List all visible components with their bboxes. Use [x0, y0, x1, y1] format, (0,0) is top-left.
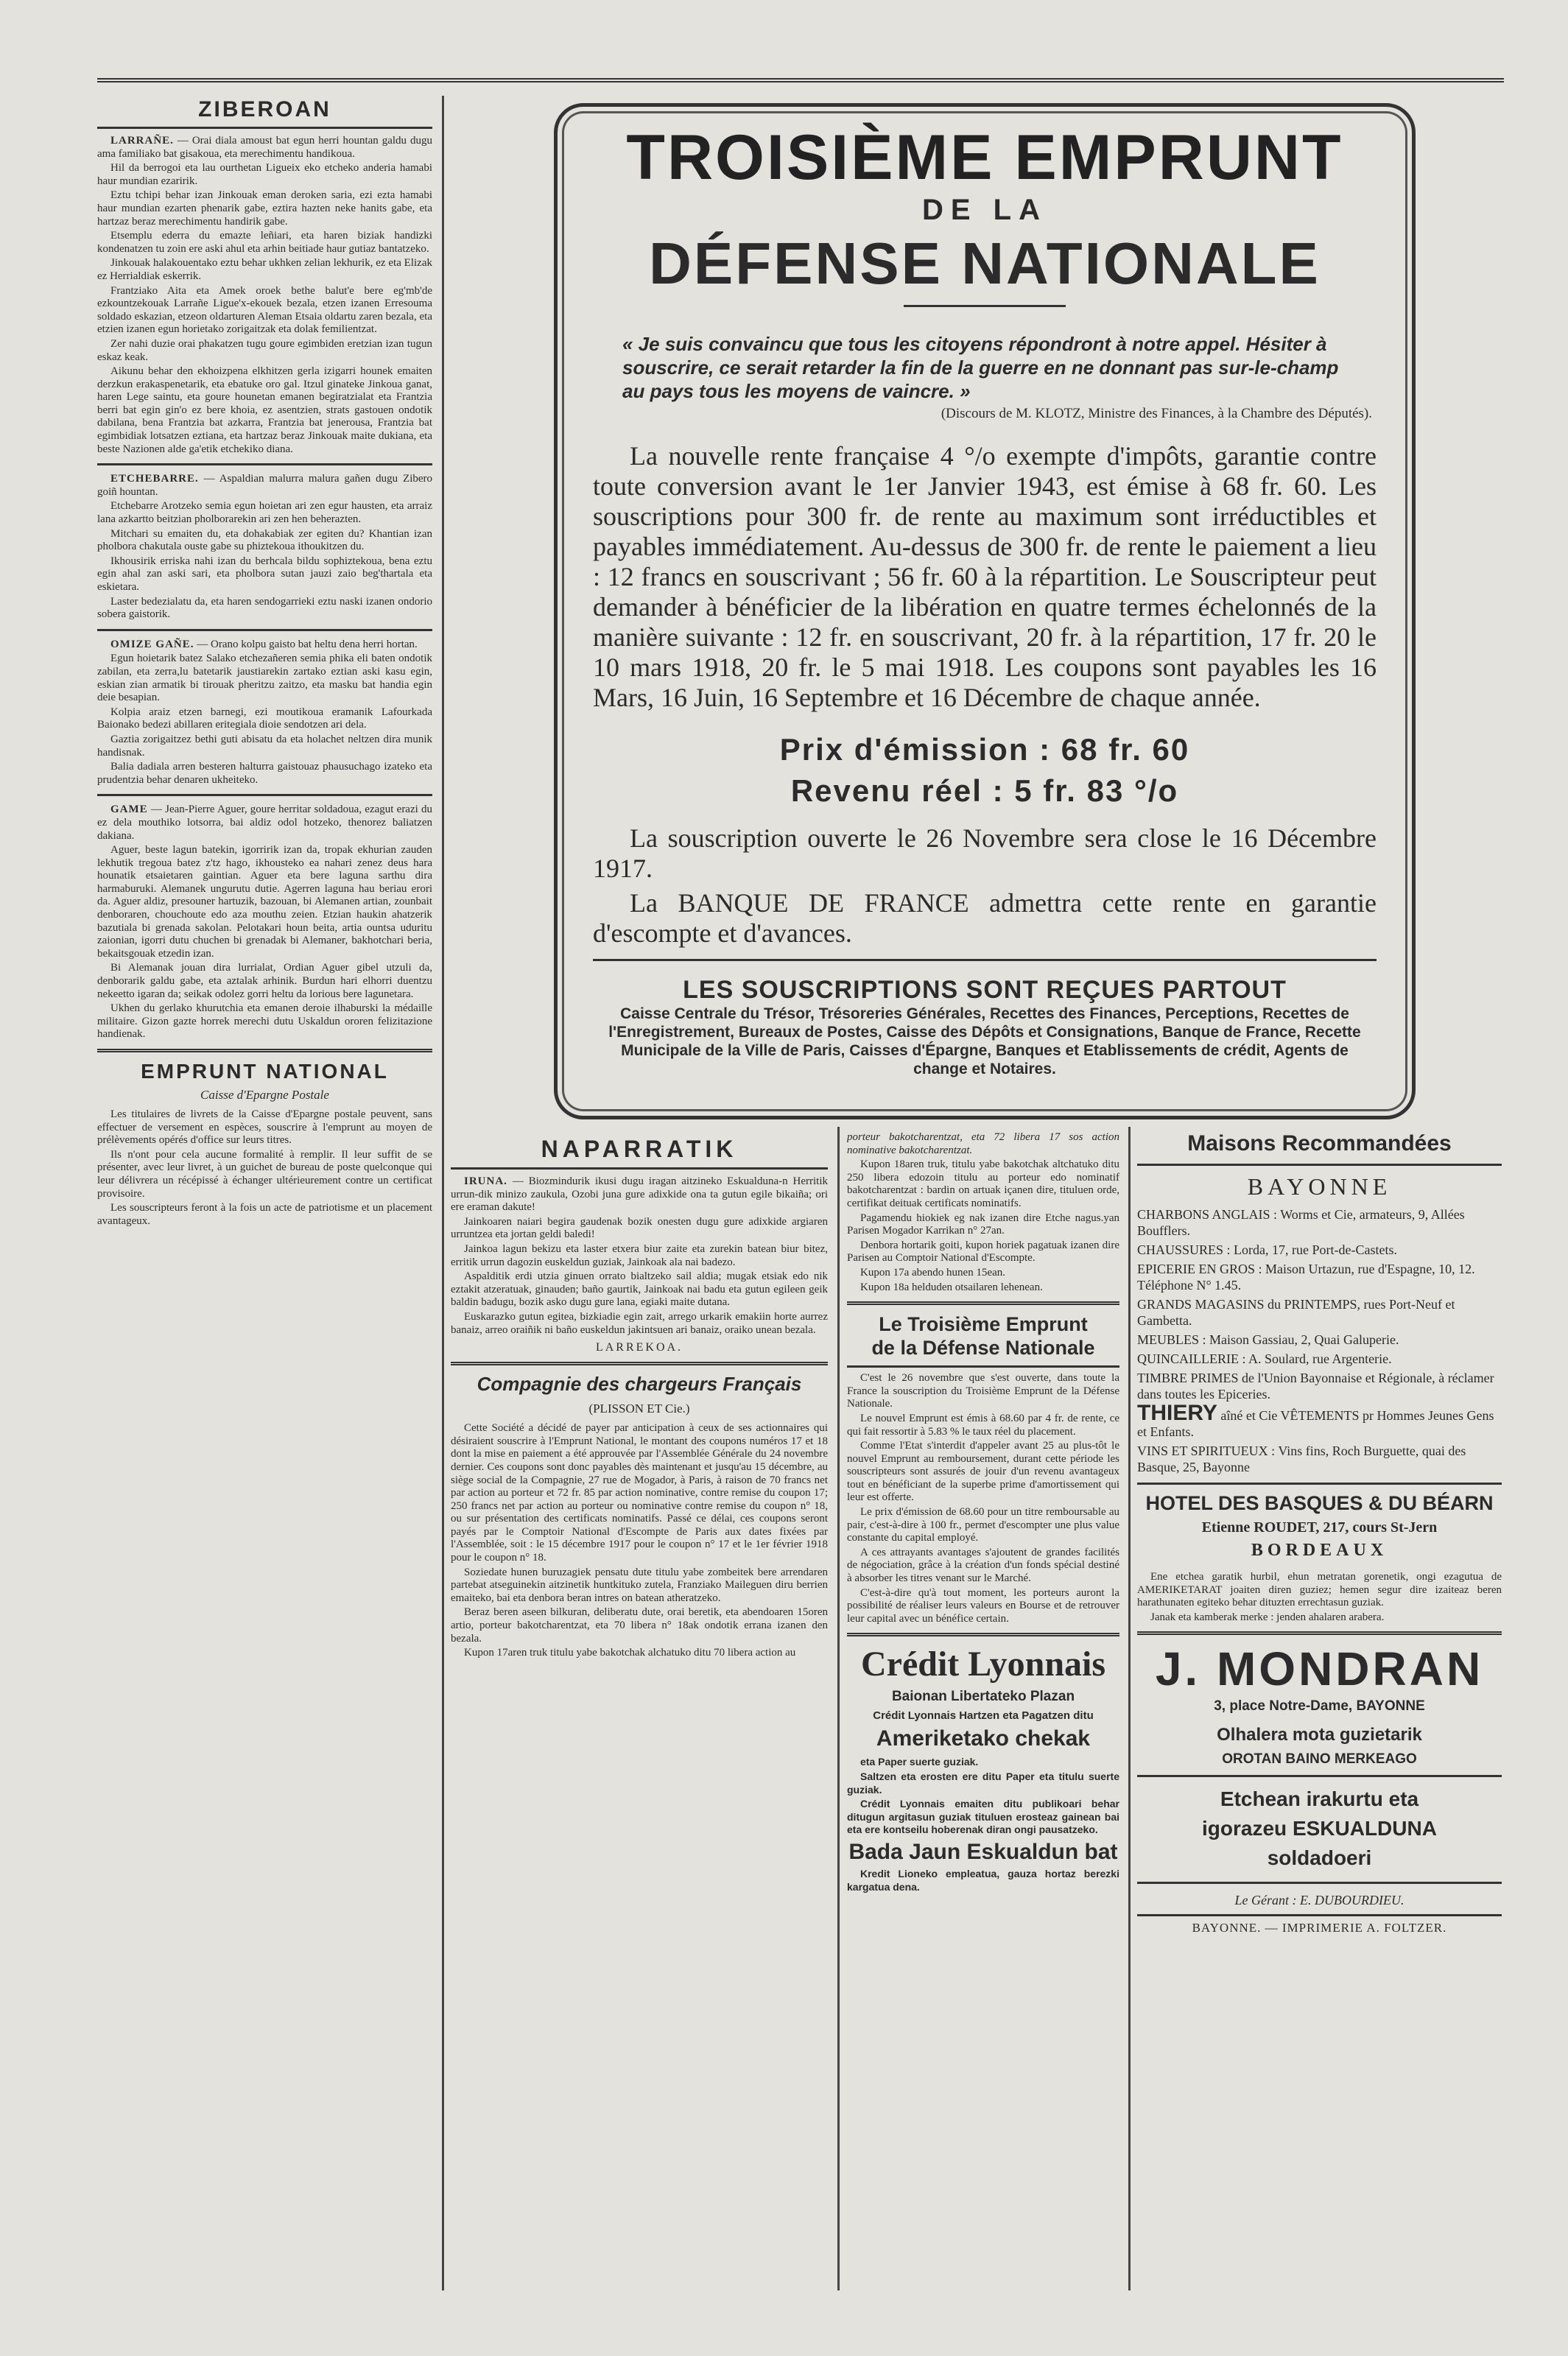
- article-paragraph: Mitchari su emaiten du, eta dohakabiak zer egiten du? Khantian izan pholbora chakutala ouste gabe su phiztekoua ithoukitzen du.: [97, 527, 432, 553]
- article-paragraph: Cette Société a décidé de payer par anticipation à ceux de ses actionnaires qui désiraient souscrire à l'Emprunt National, le montant des coupons numéros 17 et 18 dont la mise en paiement a été approuvée par l'Assemblée Générale du 24 novembre dernier. Ces coupons sont donc payables dès maintenant et jusqu'au 15 décembre, au siège social de la Compagnie, 27 rue de Mogador, à Paris, à raison de 70 francs net par action au porteur et 72 fr. 85 par action nominative, contre remise du coupon 17; 250 francs net par action au porteur ou nominative contre remise du coupon n° 18, ou sur présentation des certificats nominatifs. Passé ce délai, ces coupons seront payés par le Comptoir National d'Escompte de Paris aux dates fixées par l'Assemblée, soit : le 15 décembre 1917 pour le coupon n° 17 et le 1er février 1918 pour le coupon n° 18.: [451, 1422, 828, 1564]
- article-paragraph: Janak eta kamberak merke : jenden ahalaren arabera.: [1150, 1611, 1385, 1623]
- column-maisons: [1137, 1131, 1502, 2295]
- article-paragraph: Kolpia araiz etzen barnegi, ezi moutikoua eramanik Lafourkada Baionako bedezi abillaren eritegiala dioie sendotzen ari dela.: [97, 706, 432, 731]
- article-signature: LARREKOA.: [595, 1341, 683, 1354]
- credit-lyonnais-address: Baionan Libertateko Plazan: [891, 1689, 1075, 1705]
- article-paragraph: Etsemplu ederra du emazte leñiari, eta haren biziak handizki kondenatzen tu zoin ere aski ahul eta arhin beitiade haur gutiaz bantatzeko.: [97, 230, 432, 255]
- credit-lyonnais-jaun: Bada Jaun Eskualdun bat: [848, 1839, 1118, 1864]
- article-paragraph: Le prix d'émission de 68.60 pour un titre remboursable au pair, c'est-à-dire à 100 fr., permet d'escompter une plus value constante du capital employé.: [847, 1506, 1119, 1544]
- ad-bank-note: La BANQUE DE FRANCE admettra cette rente en garantie d'escompte et d'avances.: [593, 888, 1377, 949]
- article-paragraph: LARRAÑE. — Orai diala amoust bat egun herri hountan galdu dugu ama familiako bat gisakoua, eta merechimentu handikoua.: [97, 135, 432, 160]
- article-paragraph: Saltzen eta erosten ere ditu Paper eta titulu suerte guziak.: [847, 1770, 1119, 1796]
- ad-closing-date: La souscription ouverte le 26 Novembre sera close le 16 Décembre 1917.: [593, 823, 1377, 884]
- article-paragraph: Crédit Lyonnais emaiten ditu publikoari behar ditugun argitasun guziak tituluen erosteaz gainean bai eta ere kontseilu hoberenak diran ongi pausatzeko.: [847, 1798, 1119, 1836]
- credit-lyonnais-cheques: Ameriketako chekak: [876, 1726, 1091, 1751]
- etchean-line-3: soldadoeri: [1267, 1846, 1372, 1870]
- credit-lyonnais-line: Crédit Lyonnais Hartzen eta Pagatzen ditu: [873, 1709, 1094, 1723]
- maisons-city: BAYONNE: [1247, 1173, 1392, 1200]
- column-ziberoan: [97, 96, 432, 2298]
- article-paragraph: Kredit Lioneko empleatua, gauza hortaz berezki kargatua dena.: [847, 1867, 1119, 1893]
- article-paragraph: Frantziako Aita eta Amek oroek bethe balut'e bere eg'mb'de ezkountzekouak Larrañe Ligue'x-ekouek bezala, etzen izanen Erresouma soldado eskazian, etzeon oldarturen Aleman Etsaia oldartu zaren bezala, eta etzien izanen egun horietako zorigaitzak eta dolak femilientzat.: [97, 284, 432, 336]
- newspaper-page: [97, 71, 1504, 2324]
- article-paragraph: Comme l'Etat s'interdit d'appeler avant 25 au plus-tôt le nouvel Emprunt au remboursement, durant cette période les souscripteurs sont assurés de jouir d'un revenu avantageux tout en bénéficiant de la superbe prime d'amortissement qui leur est offerte.: [847, 1440, 1119, 1504]
- ad-title: TROISIÈME EMPRUNT: [626, 122, 1343, 193]
- article-paragraph: Pagamendu hiokiek eg nak izanen dire Etche nagus.yan Parisen Mogador Karrikan n° 27an.: [847, 1212, 1119, 1237]
- article-paragraph: ETCHEBARRE. — Aspaldian malurra malura gañen dugu Zibero goiñ hountan.: [97, 473, 432, 498]
- hotel-owner: Etienne ROUDET, 217, cours St-Jern: [1201, 1519, 1438, 1536]
- etchean-line-2: igorazeu ESKUALDUNA: [1202, 1817, 1437, 1840]
- maison-entry-thiery: THIERY aîné et Cie VÊTEMENTS pr Hommes Jeunes Gens et Enfants.: [1137, 1401, 1494, 1439]
- divider: [97, 127, 432, 129]
- divider: [97, 629, 432, 631]
- article-paragraph: Jainkoaren naiari begira gaudenak bozik onesten dugu gure adixkide argiaren urruntzea eta jortan geldi baledi!: [451, 1215, 828, 1241]
- section-title-emprunt-national: EMPRUNT NATIONAL: [141, 1060, 389, 1083]
- divider: [1137, 1483, 1502, 1485]
- credit-lyonnais-title: Crédit Lyonnais: [860, 1645, 1106, 1684]
- article-paragraph: Kupon 18aren truk, titulu yabe bakotchak altchatuko ditu 250 libera edozoin titulu au porteur edo nominatif bakotcharentzat : bardin on artuak içanen dire, tituluen orde, certifikat deituak certificats nominatifs.: [847, 1158, 1119, 1209]
- emprunt-advertisement: [554, 103, 1416, 1119]
- double-divider: [451, 1362, 828, 1365]
- article-paragraph: Ene etchea garatik hurbil, ehun metratan gorenetik, ongi ezagutua de AMERIKETARAT joaiten diren guziez; hemen segur dire izaiteaz beren harathunaten egiteko behar dituzten errechtasun guziak.: [1137, 1571, 1502, 1609]
- column-rule: [837, 1127, 840, 2290]
- article-paragraph: A ces attrayants avantages s'ajoutent de grandes facilités de négociation, grâce à la création d'un fonds spécial destiné à absorber les titres venant sur le Marché.: [847, 1546, 1119, 1585]
- article-paragraph: Laster bedezialatu da, eta haren sendogarrieki eztu naski izanen ondorio sobera gaistorik.: [97, 595, 432, 621]
- imprimerie-line: BAYONNE. — IMPRIMERIE A. FOLTZER.: [1192, 1921, 1447, 1935]
- article-paragraph: Beraz beren aseen bilkuran, deliberatu dute, orai beretik, eta abendoaren 15oren artio, porteur bakotcharentzat, eta 70 libera n° 18ak ondotik errana izanen den bezala.: [451, 1606, 828, 1645]
- mondran-line-2: OROTAN BAINO MERKEAGO: [1222, 1751, 1417, 1768]
- gerant-line: Le Gérant : E. DUBOURDIEU.: [1234, 1893, 1404, 1908]
- ad-quote-source: (Discours de M. KLOTZ, Ministre des Finances, à la Chambre des Députés).: [941, 406, 1372, 422]
- hotel-city: BORDEAUX: [1251, 1541, 1388, 1560]
- etchean-line-1: Etchean irakurtu eta: [1220, 1787, 1419, 1811]
- section-title-naparratik: NAPARRATIK: [541, 1136, 738, 1162]
- section-subtitle: Caisse d'Epargne Postale: [200, 1088, 329, 1102]
- divider: [451, 1167, 828, 1170]
- article-paragraph: C'est-à-dire qu'à tout moment, les porteurs auront la possibilité de réaliser leurs valeurs en Bourse et de retrouver leur capital avec un bénéfice certain.: [847, 1586, 1119, 1625]
- article-paragraph: Ikhousirik erriska nahi izan du berhcala bildu sophiztekoua, bena eztu egin ahal zan aski sari, eta pholbora sutan jauzi zaio beg'thartala eta eskietara.: [97, 555, 432, 593]
- divider: [1137, 1164, 1502, 1166]
- article-paragraph: Etchebarre Arotzeko semia egun hoietan ari zen egur hausten, eta arraiz lana azkartto beitzian pholborarekin ari zen hen beherazten.: [97, 500, 432, 526]
- article-paragraph: Ils n'ont pour cela aucune formalité à remplir. Il leur suffit de se présenter, avec leur livret, à un guichet de bureau de poste quelconque qui leur délivrera un récépissé à échanger ultérieurement contre un certificat provisoire.: [97, 1148, 432, 1200]
- double-divider: [97, 1049, 432, 1052]
- mondran-title: J. MONDRAN: [1155, 1642, 1484, 1696]
- article-paragraph: Jainkoa lagun bekizu eta laster etxera biur zaite eta zurekin batean biur bitez, erritik urrun dagozin euskeldun guziak, Jainkoak ala nai badezo.: [451, 1242, 828, 1268]
- maisons-title: Maisons Recommandées: [1187, 1131, 1452, 1156]
- article-paragraph: C'est le 26 novembre que s'est ouverte, dans toute la France la souscription du Troisième Emprunt de la Défense Nationale.: [847, 1372, 1119, 1410]
- article-paragraph: Kupon 18a helduden otsailaren lehenean.: [860, 1281, 1043, 1293]
- ad-title-2: DÉFENSE NATIONALE: [649, 231, 1321, 297]
- article-paragraph: Eztu tchipi behar izan Jinkouak eman deroken saria, ezi ezta hamabi haur mundian ezarten phenarik gabe, eztira hazten neke hanits gabe, eta hartzaz beraz merechimentu handirik gabe.: [97, 189, 432, 228]
- article-paragraph: Aspalditik erdi utzia ginuen orrato bialtzeko sail aldia; mugak etsiak edo nik eztakit atzeratuak, ginauden; baño gaurtik, Jainkoak nai badu eta gutun egileen geik baldin badugu, bozik asko dugu gure lana, egiaki maite dutana.: [451, 1270, 828, 1309]
- maison-entry: QUINCAILLERIE : A. Soulard, rue Argenterie.: [1137, 1351, 1392, 1366]
- article-paragraph: Egun hoietarik batez Salako etchezañeren semia phika eli baten ondotik zabilan, eta zerra,lu batetarik jaustiarekin zartako eztian aski kasu egin, eskian zian armatik bi tirouak pheritzu zaitzo, eta masku bat handia egin deie besapian.: [97, 653, 432, 704]
- column-naparratik: [451, 1131, 828, 2295]
- maison-entry: EPICERIE EN GROS : Maison Urtazun, rue d'Espagne, 10, 12. Téléphone N° 1.45.: [1137, 1262, 1475, 1293]
- ad-subscription-places: Caisse Centrale du Trésor, Trésoreries Générales, Recettes des Finances, Perceptions, Recettes de l'Enregistrement, Bureaux de Postes, Caisse des Dépôts et Consignations, Banque de France, Recette Municipale de la Ville de Paris, Caisses d'Épargne, Banques et Etablissements de crédit, Agents de change et Notaires.: [608, 1005, 1361, 1078]
- article-paragraph: Balia dadiala arren besteren halturra gaistouaz phausuchago izateko eta prudentzia behar denaren ukheiteko.: [97, 761, 432, 786]
- mondran-address: 3, place Notre-Dame, BAYONNE: [1214, 1698, 1425, 1715]
- article-paragraph: Denbora hortarik goiti, kupon horiek pagatuak izanen dire Parisen au Comptoir National d'Escompte.: [847, 1239, 1119, 1265]
- section-title-troisieme-2: de la Défense Nationale: [871, 1337, 1095, 1360]
- article-paragraph: Soziedate hunen buruzagiek pensatu dute titulu yabe zombeitek bere arrendaren partebat atseguinekin aitzinetik huntkituko zutela, Franziako Maileguen diru berrien emaiteko, bai eta denbora beran intres on batean atheratzeko.: [451, 1566, 828, 1604]
- ad-title-connector: DE LA: [922, 194, 1047, 227]
- article-paragraph: Kupon 17a abendo hunen 15ean.: [860, 1266, 1006, 1279]
- maison-entry: VINS ET SPIRITUEUX : Vins fins, Roch Burguette, quai des Basque, 25, Bayonne: [1137, 1444, 1466, 1474]
- article-paragraph: porteur bakotcharentzat, eta 72 libera 17 sos action nominative bakotcharentzat.: [847, 1131, 1119, 1156]
- article-paragraph: OMIZE GAÑE. — Orano kolpu gaisto bat heltu dena herri hortan.: [110, 638, 418, 650]
- section-subtitle: (PLISSON ET Cie.): [588, 1402, 690, 1416]
- double-divider: [1137, 1631, 1502, 1635]
- maison-entry: GRANDS MAGASINS du PRINTEMPS, rues Port-Neuf et Gambetta.: [1137, 1297, 1455, 1328]
- maison-entry: TIMBRE PRIMES de l'Union Bayonnaise et Régionale, à réclamer dans toutes les Epiceries.: [1137, 1371, 1494, 1402]
- maison-entry: CHARBONS ANGLAIS : Worms et Cie, armateurs, 9, Allées Boufflers.: [1137, 1207, 1465, 1238]
- ad-subscriptions-everywhere: LES SOUSCRIPTIONS SONT REÇUES PARTOUT: [683, 976, 1287, 1005]
- article-paragraph: Jinkouak halakouentako eztu behar ukhken zelian lekhurik, ez eta Elizak ez Herrialdiak eskerrik.: [97, 257, 432, 282]
- hotel-title: HOTEL DES BASQUES & DU BÉARN: [1145, 1492, 1494, 1514]
- article-paragraph: Aikunu behar den ekhoizpena elkhitzen gerla izigarri hounek emaiten derzkun erakaspenetarik, eta ebatuke oro gal. Itzul ginateke Jinkoua ganat, haren Lege saintu, eta goure hounetan emanen begiratzialat eta Frantzia berri bat egin gin'o ez bere khoia, ez asentzien, strats gastouen ondotik dabilana, bena Frantzia bat azkarra, Frantzia bat jenerousa, Frantzia bat egimbidiak lotsatzen eztiana, eta hartzaz beraz Jinkouak maite dukiana, eta beste Nazionen alde ga'etik etchekiko diana.: [97, 365, 432, 455]
- maison-entry: CHAUSSURES : Lorda, 17, rue Port-de-Castets.: [1137, 1242, 1397, 1257]
- section-title-troisieme: Le Troisième Emprunt: [879, 1313, 1088, 1336]
- article-paragraph: IRUNA. — Biozmindurik ikusi dugu iragan aitzineko Eskualduna-n Herritik urrun-dik minizo zaukula, Ozobi juna gure adixkide ona ta gutun egile bikaiña; ori ere eraman dakute!: [451, 1175, 828, 1214]
- section-title-ziberoan: ZIBEROAN: [198, 97, 331, 122]
- ad-real-yield: Revenu réel : 5 fr. 83 °/o: [790, 773, 1179, 809]
- divider: [97, 463, 432, 465]
- article-paragraph: Zer nahi duzie orai phakatzen tugu goure egimbiden eretzian izan tugun eskaz keak.: [97, 337, 432, 363]
- article-paragraph: Bi Alemanak jouan dira lurrialat, Ordian Aguer gibel utzuli da, denborarik galdu gabe, eta aztalak arhinik. Burdun hari elhorri duentzu nekeetto igaran da; seikak odolez gorri heltu da lorious bere lagunetara.: [97, 962, 432, 1000]
- column-rule: [1128, 1127, 1131, 2290]
- column-rule: [442, 96, 444, 2290]
- ad-body: La nouvelle rente française 4 °/o exempte d'impôts, garantie contre toute conversion avant le 1er Janvier 1943, est émise à 68 fr. 60. Les souscriptions pour 300 fr. de rente au maximum sont irréductibles et payables immédiatement. Au-dessus de 300 fr. de rente le paiement a lieu : 12 francs en souscrivant ; 56 fr. 60 à la répartition. Le Souscripteur peut demander à bénéficier de la libération en quatre termes échelonnés de la manière suivante : 12 fr. en souscrivant, 20 fr. à la répartition, 17 fr. 20 le 10 mars 1918, 20 fr. le 5 mai 1918. Les coupons sont payables les 16 Mars, 16 Juin, 16 Septembre et 16 Décembre de chaque année.: [593, 441, 1377, 713]
- double-divider: [847, 1301, 1119, 1305]
- column-center-right: [847, 1131, 1119, 2295]
- divider: [97, 794, 432, 796]
- section-title-chargeurs: Compagnie des chargeurs Français: [477, 1373, 802, 1396]
- article-paragraph: Euskarazko gutun egitea, bizkiadie egin zait, arrego urkarik emakiin horte aurrez banaiz, arreo oraiñik ni baño euskeldun jakintsuen ari banaiz, oraiko unean bezala.: [451, 1310, 828, 1336]
- divider: [1137, 1882, 1502, 1884]
- divider: [847, 1365, 1119, 1368]
- article-paragraph: Kupon 17aren truk titulu yabe bakotchak alchatuko ditu 70 libera action au: [464, 1647, 796, 1659]
- divider: [1137, 1775, 1502, 1777]
- article-paragraph: Hil da berrogoi eta lau ourthetan Ligueix eko etcheko anderia hamabi haur mundian ezaririk.: [97, 162, 432, 187]
- article-paragraph: Aguer, beste lagun batekin, igorririk izan da, tropak ekhurian zauden lekhutik tregoua batez z'tz hago, ikhousteko ea nahari zenez deus hara hounatik etsaietaren gaintian. Aguer eta bere laguna sarthu dira harmaburuki. Alemanek ungurutu dutie. Agerren laguna hau beriau erori da. Aguer aldiz, presouner hartuzik, bazouan, bi Alemanen artian, zounbait denboraren, chouchoute edo aza mouthu zeien. Etzian haukin ahatzerik bazutiala bi grenada sakolan. Pelotakari houn beita, artia ountsa uduritu zaionian, igorri dutu chuchen bi grenadak bi Alemaner, bakhotchari beria, bekaitsgouak etzedin izan.: [97, 844, 432, 960]
- ad-issue-price: Prix d'émission : 68 fr. 60: [779, 732, 1190, 767]
- article-paragraph: GAME — Jean-Pierre Aguer, goure herritar soldadoua, ezagut erazi du ez dela mouthiko lotsorra, bai aldiz odol hotzeko, thenorez baliatzen dakiana.: [97, 803, 432, 842]
- divider: [593, 959, 1377, 961]
- divider: [1137, 1914, 1502, 1916]
- ornament-rule: [904, 305, 1066, 307]
- article-paragraph: Les titulaires de livrets de la Caisse d'Epargne postale peuvent, sans effectuer de versement en espèces, souscrire à l'emprunt au moyen de prélèvements opérés d'office sur leurs titres.: [97, 1108, 432, 1147]
- mondran-line-1: Olhalera mota guzietarik: [1217, 1725, 1422, 1745]
- article-paragraph: Le nouvel Emprunt est émis à 68.60 par 4 fr. de rente, ce qui fait ressortir à 5.83 % le taux réel du placement.: [847, 1412, 1119, 1438]
- ad-quote: « Je suis convaincu que tous les citoyens répondront à notre appel. Hésiter à souscrire, ce serait retarder la fin de la guerre en ne donnant pas sur-le-champ au pays tous les moyens de vaincre. »: [622, 333, 1339, 403]
- double-divider: [847, 1633, 1119, 1636]
- article-paragraph: Ukhen du gerlako khurutchia eta emanen deroie ilhaburski la médaille militaire. Gizon gazte horrek merechi dutu Uskaldun ororen felizitazione handienak.: [97, 1002, 432, 1041]
- article-paragraph: eta Paper suerte guziak.: [860, 1756, 979, 1768]
- article-paragraph: Les souscripteurs feront à la fois un acte de patriotisme et un placement avantageux.: [97, 1202, 432, 1227]
- top-double-rule: [97, 78, 1504, 82]
- article-paragraph: Gaztia zorigaitzez bethi guti abisatu da eta holachet neltzen dira munik handisnak.: [97, 733, 432, 759]
- maison-entry: MEUBLES : Maison Gassiau, 2, Quai Galuperie.: [1137, 1332, 1399, 1347]
